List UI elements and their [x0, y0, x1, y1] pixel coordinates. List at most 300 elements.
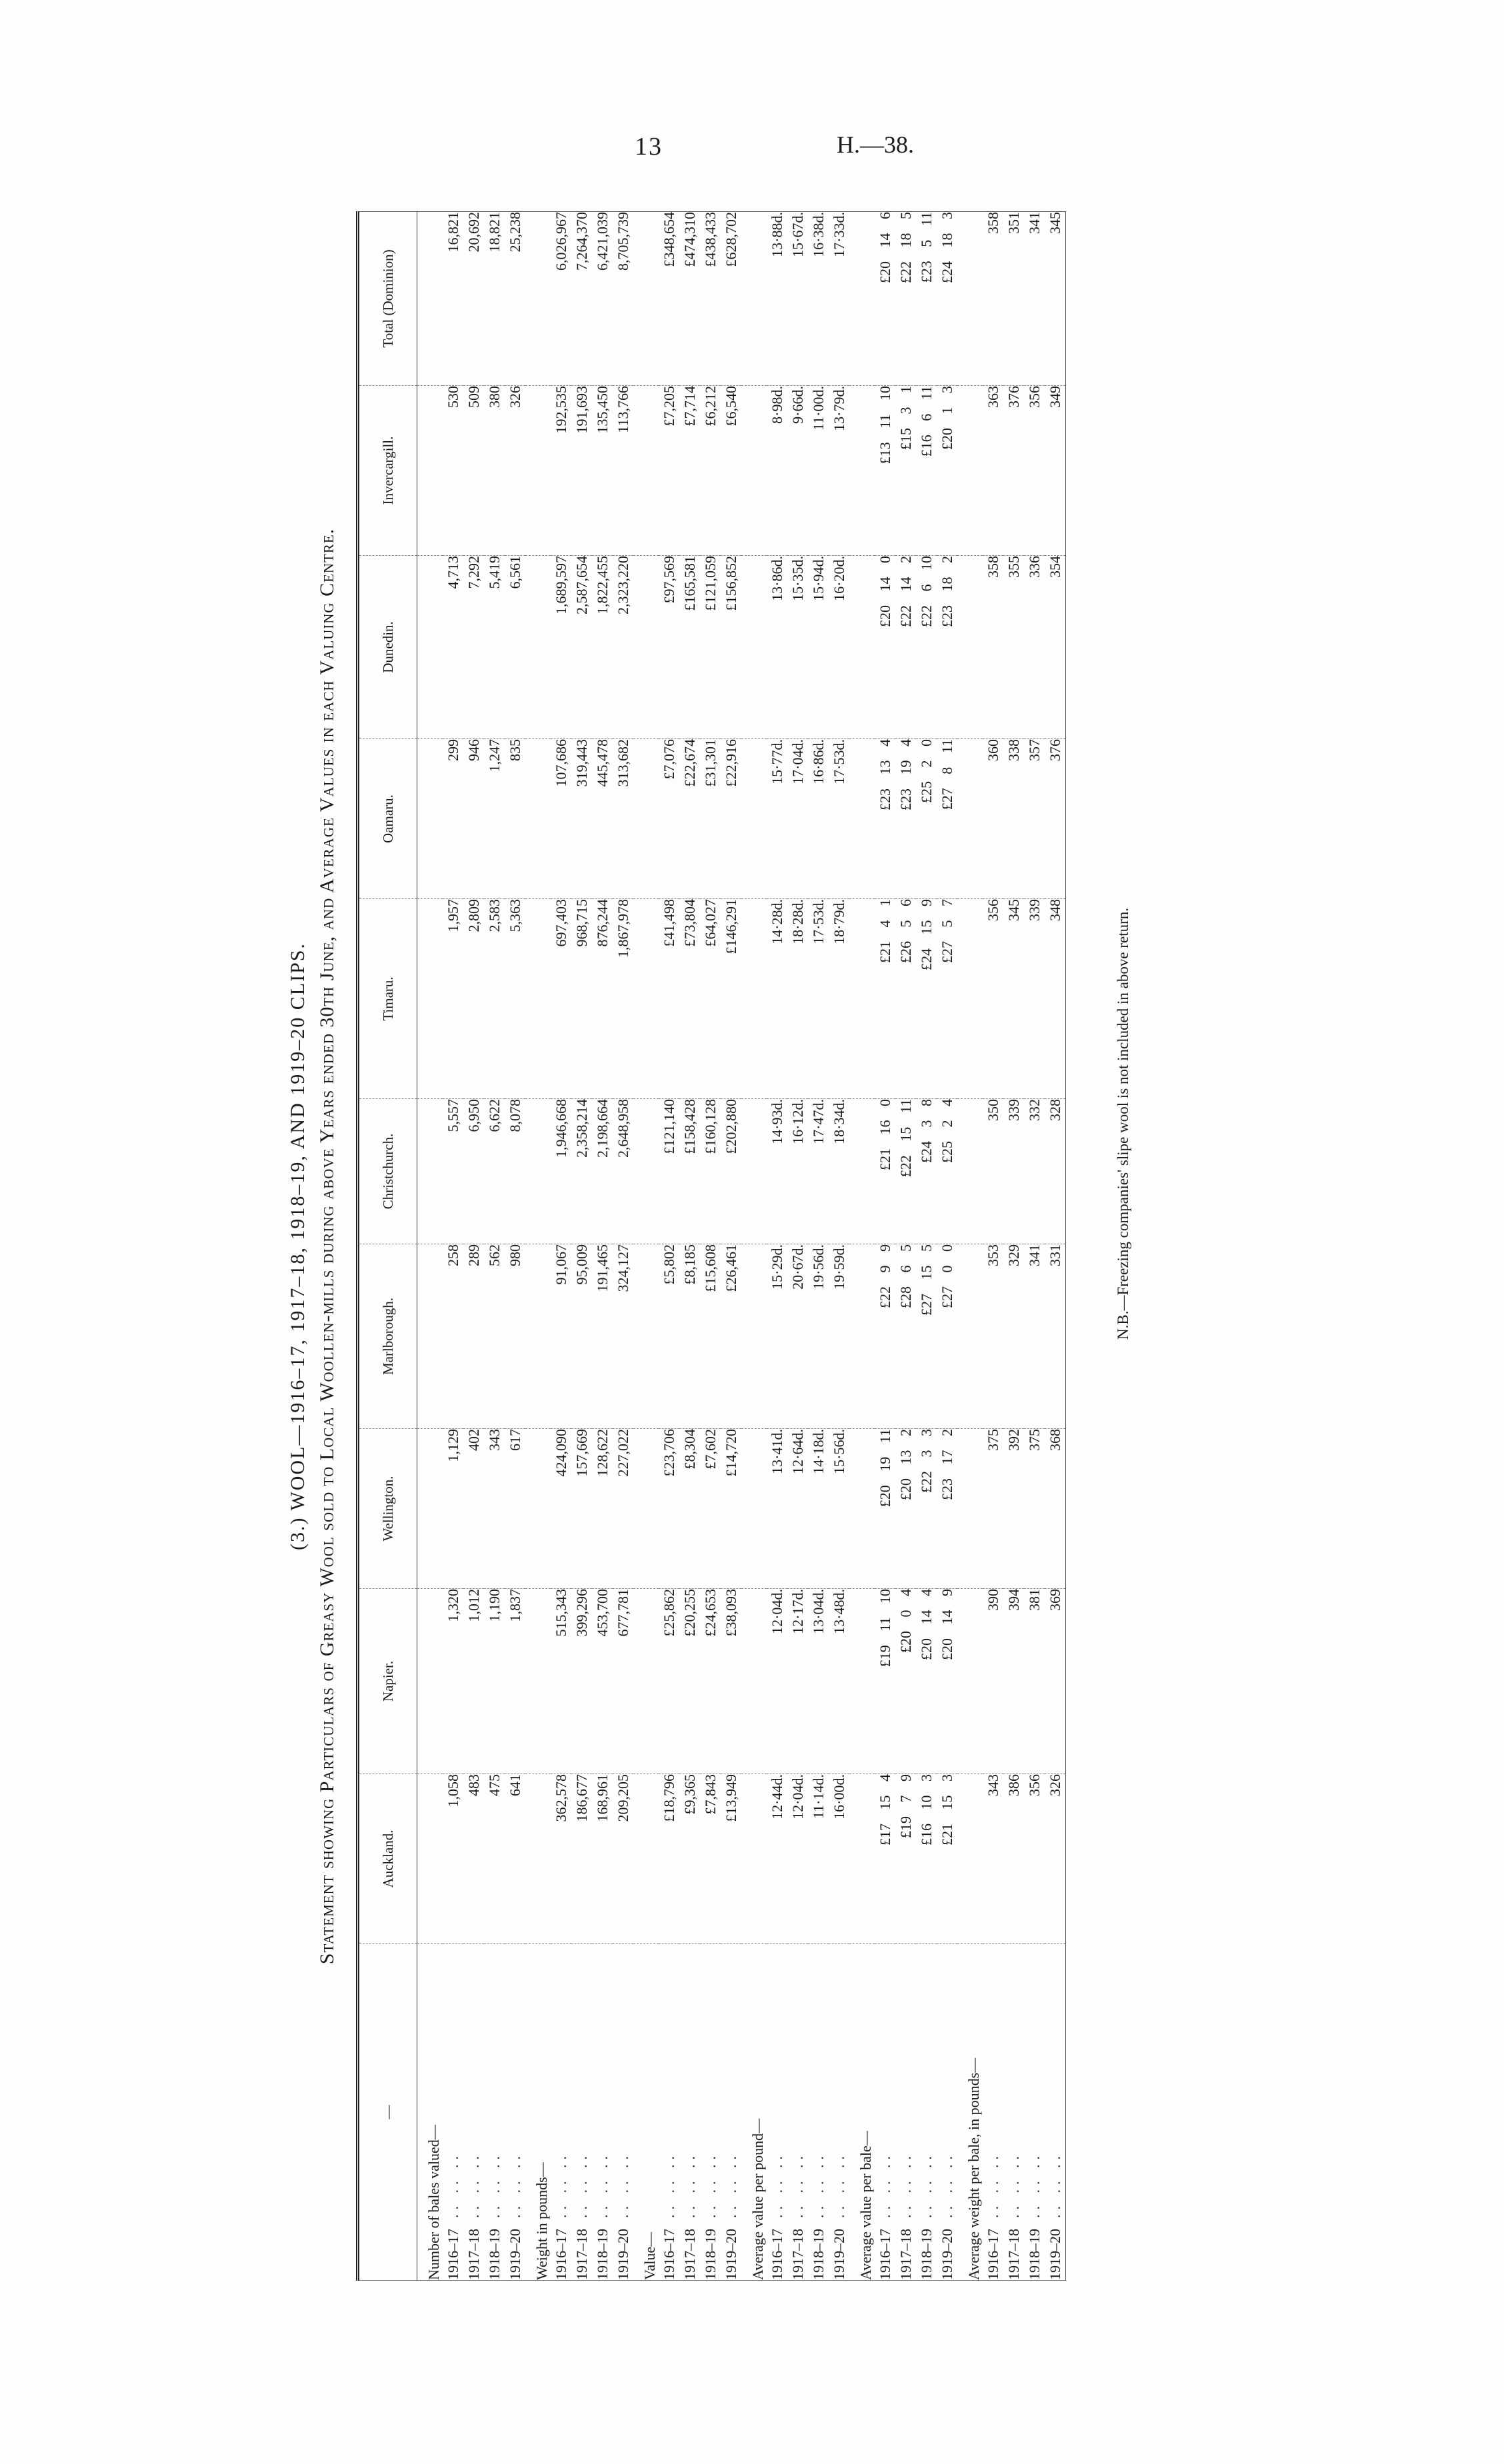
value-cell: 12·64d.: [787, 1429, 808, 1589]
value-cell: 1,946,668: [551, 1099, 571, 1244]
column-header: Timaru.: [358, 899, 417, 1099]
value-cell: 360: [983, 739, 1003, 899]
value-cell: 18·34d.: [829, 1099, 849, 1244]
value-cell: £41,498: [659, 899, 679, 1099]
value-cell: 8,705,739: [613, 212, 633, 386]
empty-cell: [633, 556, 659, 739]
value-cell: 394: [1003, 1589, 1024, 1774]
value-cell: £20 1 3: [937, 386, 957, 556]
value-cell: 6,421,039: [592, 212, 613, 386]
empty-cell: [633, 899, 659, 1099]
value-cell: 362,578: [551, 1774, 571, 1944]
value-cell: £121,140: [659, 1099, 679, 1244]
value-cell: 16·38d.: [808, 212, 829, 386]
value-cell: 6,950: [463, 1099, 484, 1244]
value-cell: £20 19 11: [875, 1429, 895, 1589]
table-row: [505, 212, 525, 2281]
empty-cell: [417, 1099, 443, 1244]
value-cell: £22 14 2: [895, 556, 916, 739]
column-header: Dunedin.: [358, 556, 417, 739]
value-cell: 1,320: [443, 1589, 463, 1774]
empty-cell: [417, 1774, 443, 1944]
value-cell: 91,067: [551, 1244, 571, 1429]
value-cell: 483: [463, 1774, 484, 1944]
value-cell: 424,090: [551, 1429, 571, 1589]
empty-cell: [957, 1099, 983, 1244]
empty-cell: [525, 899, 551, 1099]
value-cell: 128,622: [592, 1429, 613, 1589]
value-cell: 351: [1003, 212, 1024, 386]
value-cell: 25,238: [505, 212, 525, 386]
value-cell: £5,802: [659, 1244, 679, 1429]
year-label: 1916–17: [552, 2229, 569, 2280]
value-cell: 380: [484, 386, 505, 556]
value-cell: 113,766: [613, 386, 633, 556]
empty-cell: [957, 739, 983, 899]
value-cell: 7,292: [463, 556, 484, 739]
value-cell: 392: [1003, 1429, 1024, 1589]
section-label: Average weight per bale, in pounds—: [965, 2057, 982, 2280]
year-label-cell: [551, 1944, 571, 2281]
year-label: 1917–18: [681, 2229, 698, 2280]
leader-dots: .. .. ..: [722, 2151, 739, 2218]
value-cell: 324,127: [613, 1244, 633, 1429]
column-header: Total (Dominion): [358, 212, 417, 386]
column-header: Invercargill.: [358, 386, 417, 556]
empty-cell: [525, 1429, 551, 1589]
empty-cell: [957, 1589, 983, 1774]
value-cell: 192,535: [551, 386, 571, 556]
value-cell: 980: [505, 1244, 525, 1429]
value-cell: 191,465: [592, 1244, 613, 1429]
value-cell: 8,078: [505, 1099, 525, 1244]
value-cell: 19·56d.: [808, 1244, 829, 1429]
value-cell: £160,128: [700, 1099, 721, 1244]
empty-cell: [741, 899, 767, 1099]
empty-cell: [849, 1099, 875, 1244]
value-cell: 641: [505, 1774, 525, 1944]
leader-dots: .. .. ..: [701, 2151, 719, 2218]
year-label-cell: [592, 1944, 613, 2281]
value-cell: £23 19 4: [895, 739, 916, 899]
value-cell: £26,461: [721, 1244, 741, 1429]
value-cell: 14·93d.: [767, 1099, 787, 1244]
empty-cell: [633, 1429, 659, 1589]
value-cell: 336: [1024, 556, 1045, 739]
value-cell: 227,022: [613, 1429, 633, 1589]
value-cell: 402: [463, 1429, 484, 1589]
value-cell: 368: [1045, 1429, 1066, 1589]
value-cell: 17·53d.: [808, 899, 829, 1099]
table-row: [443, 212, 463, 2281]
value-cell: £22 15 11: [895, 1099, 916, 1244]
value-cell: 17·04d.: [787, 739, 808, 899]
table-row: [721, 212, 741, 2281]
value-cell: 357: [1024, 739, 1045, 899]
value-cell: £6,540: [721, 386, 741, 556]
empty-cell: [957, 556, 983, 739]
value-cell: 18,821: [484, 212, 505, 386]
year-label-cell: [679, 1944, 700, 2281]
value-cell: £13,949: [721, 1774, 741, 1944]
column-header: Christchurch.: [358, 1099, 417, 1244]
value-cell: £348,654: [659, 212, 679, 386]
value-cell: 13·48d.: [829, 1589, 849, 1774]
value-cell: £97,569: [659, 556, 679, 739]
section-label: Value—: [641, 2231, 658, 2280]
section-label: Weight in pounds—: [533, 2162, 550, 2280]
value-cell: 4,713: [443, 556, 463, 739]
empty-cell: [525, 1774, 551, 1944]
value-cell: £22 6 10: [916, 556, 937, 739]
table-row: [808, 212, 829, 2281]
value-cell: 835: [505, 739, 525, 899]
value-cell: 369: [1045, 1589, 1066, 1774]
year-label: 1919–20: [506, 2229, 523, 2280]
empty-cell: [525, 1589, 551, 1774]
value-cell: 20,692: [463, 212, 484, 386]
value-cell: £18,796: [659, 1774, 679, 1944]
value-cell: 515,343: [551, 1589, 571, 1774]
value-cell: £73,804: [679, 899, 700, 1099]
value-cell: £474,310: [679, 212, 700, 386]
leader-dots: .. .. ..: [506, 2151, 523, 2218]
value-cell: £20 14 6: [875, 212, 895, 386]
year-label: 1919–20: [938, 2229, 955, 2280]
value-cell: £628,702: [721, 212, 741, 386]
value-cell: 13·86d.: [767, 556, 787, 739]
value-cell: 354: [1045, 556, 1066, 739]
table-row: [767, 212, 787, 2281]
empty-cell: [633, 739, 659, 899]
value-cell: 191,693: [571, 386, 592, 556]
leader-dots: .. .. ..: [830, 2151, 847, 2218]
value-cell: £7,076: [659, 739, 679, 899]
value-cell: 1,837: [505, 1589, 525, 1774]
value-cell: 329: [1003, 1244, 1024, 1429]
value-cell: 509: [463, 386, 484, 556]
value-cell: 20·67d.: [787, 1244, 808, 1429]
value-cell: 1,247: [484, 739, 505, 899]
year-label-cell: [937, 1944, 957, 2281]
empty-cell: [417, 1429, 443, 1589]
empty-cell: [741, 739, 767, 899]
value-cell: £26 5 6: [895, 899, 916, 1099]
value-cell: 13·41d.: [767, 1429, 787, 1589]
empty-cell: [417, 386, 443, 556]
value-cell: £20 0 4: [895, 1589, 916, 1774]
value-cell: 15·67d.: [787, 212, 808, 386]
value-cell: £25 2 0: [916, 739, 937, 899]
empty-cell: [849, 1429, 875, 1589]
value-cell: 13·04d.: [808, 1589, 829, 1774]
value-cell: 345: [1045, 212, 1066, 386]
leader-dots: .. .. ..: [681, 2151, 698, 2218]
value-cell: 375: [1024, 1429, 1045, 1589]
value-cell: 349: [1045, 386, 1066, 556]
value-cell: £22 9 9: [875, 1244, 895, 1429]
value-cell: £23,706: [659, 1429, 679, 1589]
year-label: 1919–20: [830, 2229, 847, 2280]
value-cell: 1,190: [484, 1589, 505, 1774]
empty-cell: [633, 1244, 659, 1429]
value-cell: 19·59d.: [829, 1244, 849, 1429]
year-label-cell: [916, 1944, 937, 2281]
empty-cell: [417, 1589, 443, 1774]
value-cell: 390: [983, 1589, 1003, 1774]
table-body: [417, 212, 1066, 2281]
value-cell: 328: [1045, 1099, 1066, 1244]
value-cell: 319,443: [571, 739, 592, 899]
value-cell: 7,264,370: [571, 212, 592, 386]
year-label-cell: [1045, 1944, 1066, 2281]
value-cell: 356: [1024, 386, 1045, 556]
page-number: 13: [635, 133, 663, 161]
value-cell: 350: [983, 1099, 1003, 1244]
value-cell: 341: [1024, 212, 1045, 386]
section-label: Number of bales valued—: [425, 2125, 442, 2280]
value-cell: £17 15 4: [875, 1774, 895, 1944]
value-cell: 12·04d.: [767, 1589, 787, 1774]
empty-cell: [849, 899, 875, 1099]
leader-dots: .. .. ..: [917, 2151, 935, 2218]
leader-dots: .. .. ..: [1025, 2151, 1043, 2218]
leader-dots: .. .. ..: [876, 2151, 893, 2218]
year-label-cell: [443, 1944, 463, 2281]
empty-cell: [957, 212, 983, 386]
year-label: 1917–18: [789, 2229, 806, 2280]
value-cell: 343: [983, 1774, 1003, 1944]
value-cell: £20 14 4: [916, 1589, 937, 1774]
year-label: 1918–19: [701, 2229, 719, 2280]
year-label-cell: [571, 1944, 592, 2281]
empty-cell: [849, 1244, 875, 1429]
value-cell: 358: [983, 212, 1003, 386]
section-header-row: [417, 212, 443, 2281]
empty-cell: [849, 556, 875, 739]
leader-dots: .. .. ..: [465, 2151, 482, 2218]
value-cell: 209,205: [613, 1774, 633, 1944]
empty-cell: [741, 1429, 767, 1589]
year-label: 1917–18: [897, 2229, 914, 2280]
year-label: 1919–20: [614, 2229, 631, 2280]
value-cell: £23 18 2: [937, 556, 957, 739]
value-cell: 355: [1003, 556, 1024, 739]
value-cell: £158,428: [679, 1099, 700, 1244]
value-cell: £27 8 11: [937, 739, 957, 899]
value-cell: 157,669: [571, 1429, 592, 1589]
value-cell: 135,450: [592, 386, 613, 556]
table-title: (3.) WOOL—1916–17, 1917–18, 1918–19, AND 1919–20 CLIPS.: [287, 942, 309, 1550]
empty-cell: [525, 386, 551, 556]
value-cell: 326: [505, 386, 525, 556]
year-label: 1919–20: [722, 2229, 739, 2280]
table-header-row: [358, 212, 417, 2281]
value-cell: £20 13 2: [895, 1429, 916, 1589]
year-label: 1917–18: [1005, 2229, 1022, 2280]
empty-cell: [633, 1589, 659, 1774]
empty-cell: [957, 386, 983, 556]
year-label: 1916–17: [768, 2229, 785, 2280]
empty-cell: [741, 212, 767, 386]
value-cell: £121,059: [700, 556, 721, 739]
year-label-cell: [983, 1944, 1003, 2281]
value-cell: £21 15 3: [937, 1774, 957, 1944]
year-label-cell: [767, 1944, 787, 2281]
value-cell: £202,880: [721, 1099, 741, 1244]
leader-dots: .. .. ..: [809, 2151, 827, 2218]
value-cell: 343: [484, 1429, 505, 1589]
value-cell: 453,700: [592, 1589, 613, 1774]
value-cell: 15·29d.: [767, 1244, 787, 1429]
leader-dots: .. .. ..: [897, 2151, 914, 2218]
value-cell: 12·44d.: [767, 1774, 787, 1944]
leader-dots: .. .. ..: [573, 2151, 590, 2218]
value-cell: 18·28d.: [787, 899, 808, 1099]
value-cell: 1,867,978: [613, 899, 633, 1099]
value-cell: 9·66d.: [787, 386, 808, 556]
leader-dots: .. .. ..: [789, 2151, 806, 2218]
value-cell: £23 13 4: [875, 739, 895, 899]
year-label: 1918–19: [917, 2229, 935, 2280]
year-label: 1916–17: [660, 2229, 677, 2280]
empty-cell: [957, 1429, 983, 1589]
year-label-cell: [700, 1944, 721, 2281]
year-label-cell: [829, 1944, 849, 2281]
column-header: Marlborough.: [358, 1244, 417, 1429]
value-cell: 5,363: [505, 899, 525, 1099]
column-header: Napier.: [358, 1589, 417, 1774]
value-cell: 876,244: [592, 899, 613, 1099]
value-cell: £156,852: [721, 556, 741, 739]
value-cell: £22 18 5: [895, 212, 916, 386]
table-subtitle: Statement showing Particulars of Greasy Wool sold to Local Woollen-mills during above Years ended 30th June, and Average Values in each Valuing Centre.: [316, 528, 338, 1965]
value-cell: £7,205: [659, 386, 679, 556]
value-cell: 677,781: [613, 1589, 633, 1774]
column-header: Auckland.: [358, 1774, 417, 1944]
value-cell: 6,622: [484, 1099, 505, 1244]
empty-cell: [633, 1774, 659, 1944]
year-label: 1919–20: [1046, 2229, 1063, 2280]
value-cell: £8,304: [679, 1429, 700, 1589]
value-cell: £24 3 8: [916, 1099, 937, 1244]
value-cell: 363: [983, 386, 1003, 556]
empty-cell: [849, 212, 875, 386]
footnote: N.B.—Freezing companies' slipe wool is not included in above return.: [1115, 907, 1131, 1340]
value-cell: 381: [1024, 1589, 1045, 1774]
empty-cell: [417, 739, 443, 899]
value-cell: 341: [1024, 1244, 1045, 1429]
year-label: 1918–19: [1025, 2229, 1043, 2280]
empty-cell: [849, 386, 875, 556]
value-cell: £23 17 2: [937, 1429, 957, 1589]
value-cell: 445,478: [592, 739, 613, 899]
year-label-cell: [463, 1944, 484, 2281]
value-cell: £15 3 1: [895, 386, 916, 556]
empty-cell: [741, 556, 767, 739]
empty-cell: [525, 1244, 551, 1429]
value-cell: 339: [1003, 1099, 1024, 1244]
value-cell: £19 7 9: [895, 1774, 916, 1944]
value-cell: 313,682: [613, 739, 633, 899]
table-row: [484, 212, 505, 2281]
value-cell: 6,026,967: [551, 212, 571, 386]
table-row: [829, 212, 849, 2281]
value-cell: 376: [1003, 386, 1024, 556]
value-cell: 1,957: [443, 899, 463, 1099]
year-label-cell: [895, 1944, 916, 2281]
stub-header-cell: —: [358, 1944, 417, 2281]
table-row: [613, 212, 633, 2281]
value-cell: £25,862: [659, 1589, 679, 1774]
empty-cell: [741, 386, 767, 556]
value-cell: 12·04d.: [787, 1774, 808, 1944]
value-cell: 16·86d.: [808, 739, 829, 899]
value-cell: £20,255: [679, 1589, 700, 1774]
value-cell: 16,821: [443, 212, 463, 386]
leader-dots: .. .. ..: [593, 2151, 611, 2218]
value-cell: £21 16 0: [875, 1099, 895, 1244]
table-row: [592, 212, 613, 2281]
value-cell: 16·12d.: [787, 1099, 808, 1244]
value-cell: 107,686: [551, 739, 571, 899]
value-cell: 399,296: [571, 1589, 592, 1774]
value-cell: 530: [443, 386, 463, 556]
value-cell: 1,012: [463, 1589, 484, 1774]
value-cell: £9,365: [679, 1774, 700, 1944]
empty-cell: [417, 556, 443, 739]
value-cell: 2,587,654: [571, 556, 592, 739]
value-cell: 16·20d.: [829, 556, 849, 739]
value-cell: 386: [1003, 1774, 1024, 1944]
leader-dots: .. .. ..: [660, 2151, 677, 2218]
value-cell: £7,843: [700, 1774, 721, 1944]
value-cell: 6,561: [505, 556, 525, 739]
table-row: [659, 212, 679, 2281]
value-cell: 376: [1045, 739, 1066, 899]
value-cell: £14,720: [721, 1429, 741, 1589]
column-header: Wellington.: [358, 1429, 417, 1589]
empty-cell: [633, 386, 659, 556]
year-label-cell: [613, 1944, 633, 2281]
value-cell: 299: [443, 739, 463, 899]
table-row: [787, 212, 808, 2281]
value-cell: 15·56d.: [829, 1429, 849, 1589]
value-cell: 5,419: [484, 556, 505, 739]
rotated-table-sheet: [287, 193, 1180, 2299]
year-label-cell: [659, 1944, 679, 2281]
value-cell: 332: [1024, 1099, 1045, 1244]
table-row: [551, 212, 571, 2281]
value-cell: £27 0 0: [937, 1244, 957, 1429]
table-row: [1024, 212, 1045, 2281]
value-cell: 186,677: [571, 1774, 592, 1944]
empty-cell: [741, 1589, 767, 1774]
value-cell: 2,323,220: [613, 556, 633, 739]
value-cell: 13·79d.: [829, 386, 849, 556]
year-label-cell: [808, 1944, 829, 2281]
value-cell: £13 11 10: [875, 386, 895, 556]
year-label: 1918–19: [593, 2229, 611, 2280]
section-header-row: [633, 212, 659, 2281]
year-label-cell: [1003, 1944, 1024, 2281]
value-cell: £146,291: [721, 899, 741, 1099]
value-cell: 15·94d.: [808, 556, 829, 739]
value-cell: 289: [463, 1244, 484, 1429]
table-row: [875, 212, 895, 2281]
value-cell: 1,129: [443, 1429, 463, 1589]
value-cell: 338: [1003, 739, 1024, 899]
